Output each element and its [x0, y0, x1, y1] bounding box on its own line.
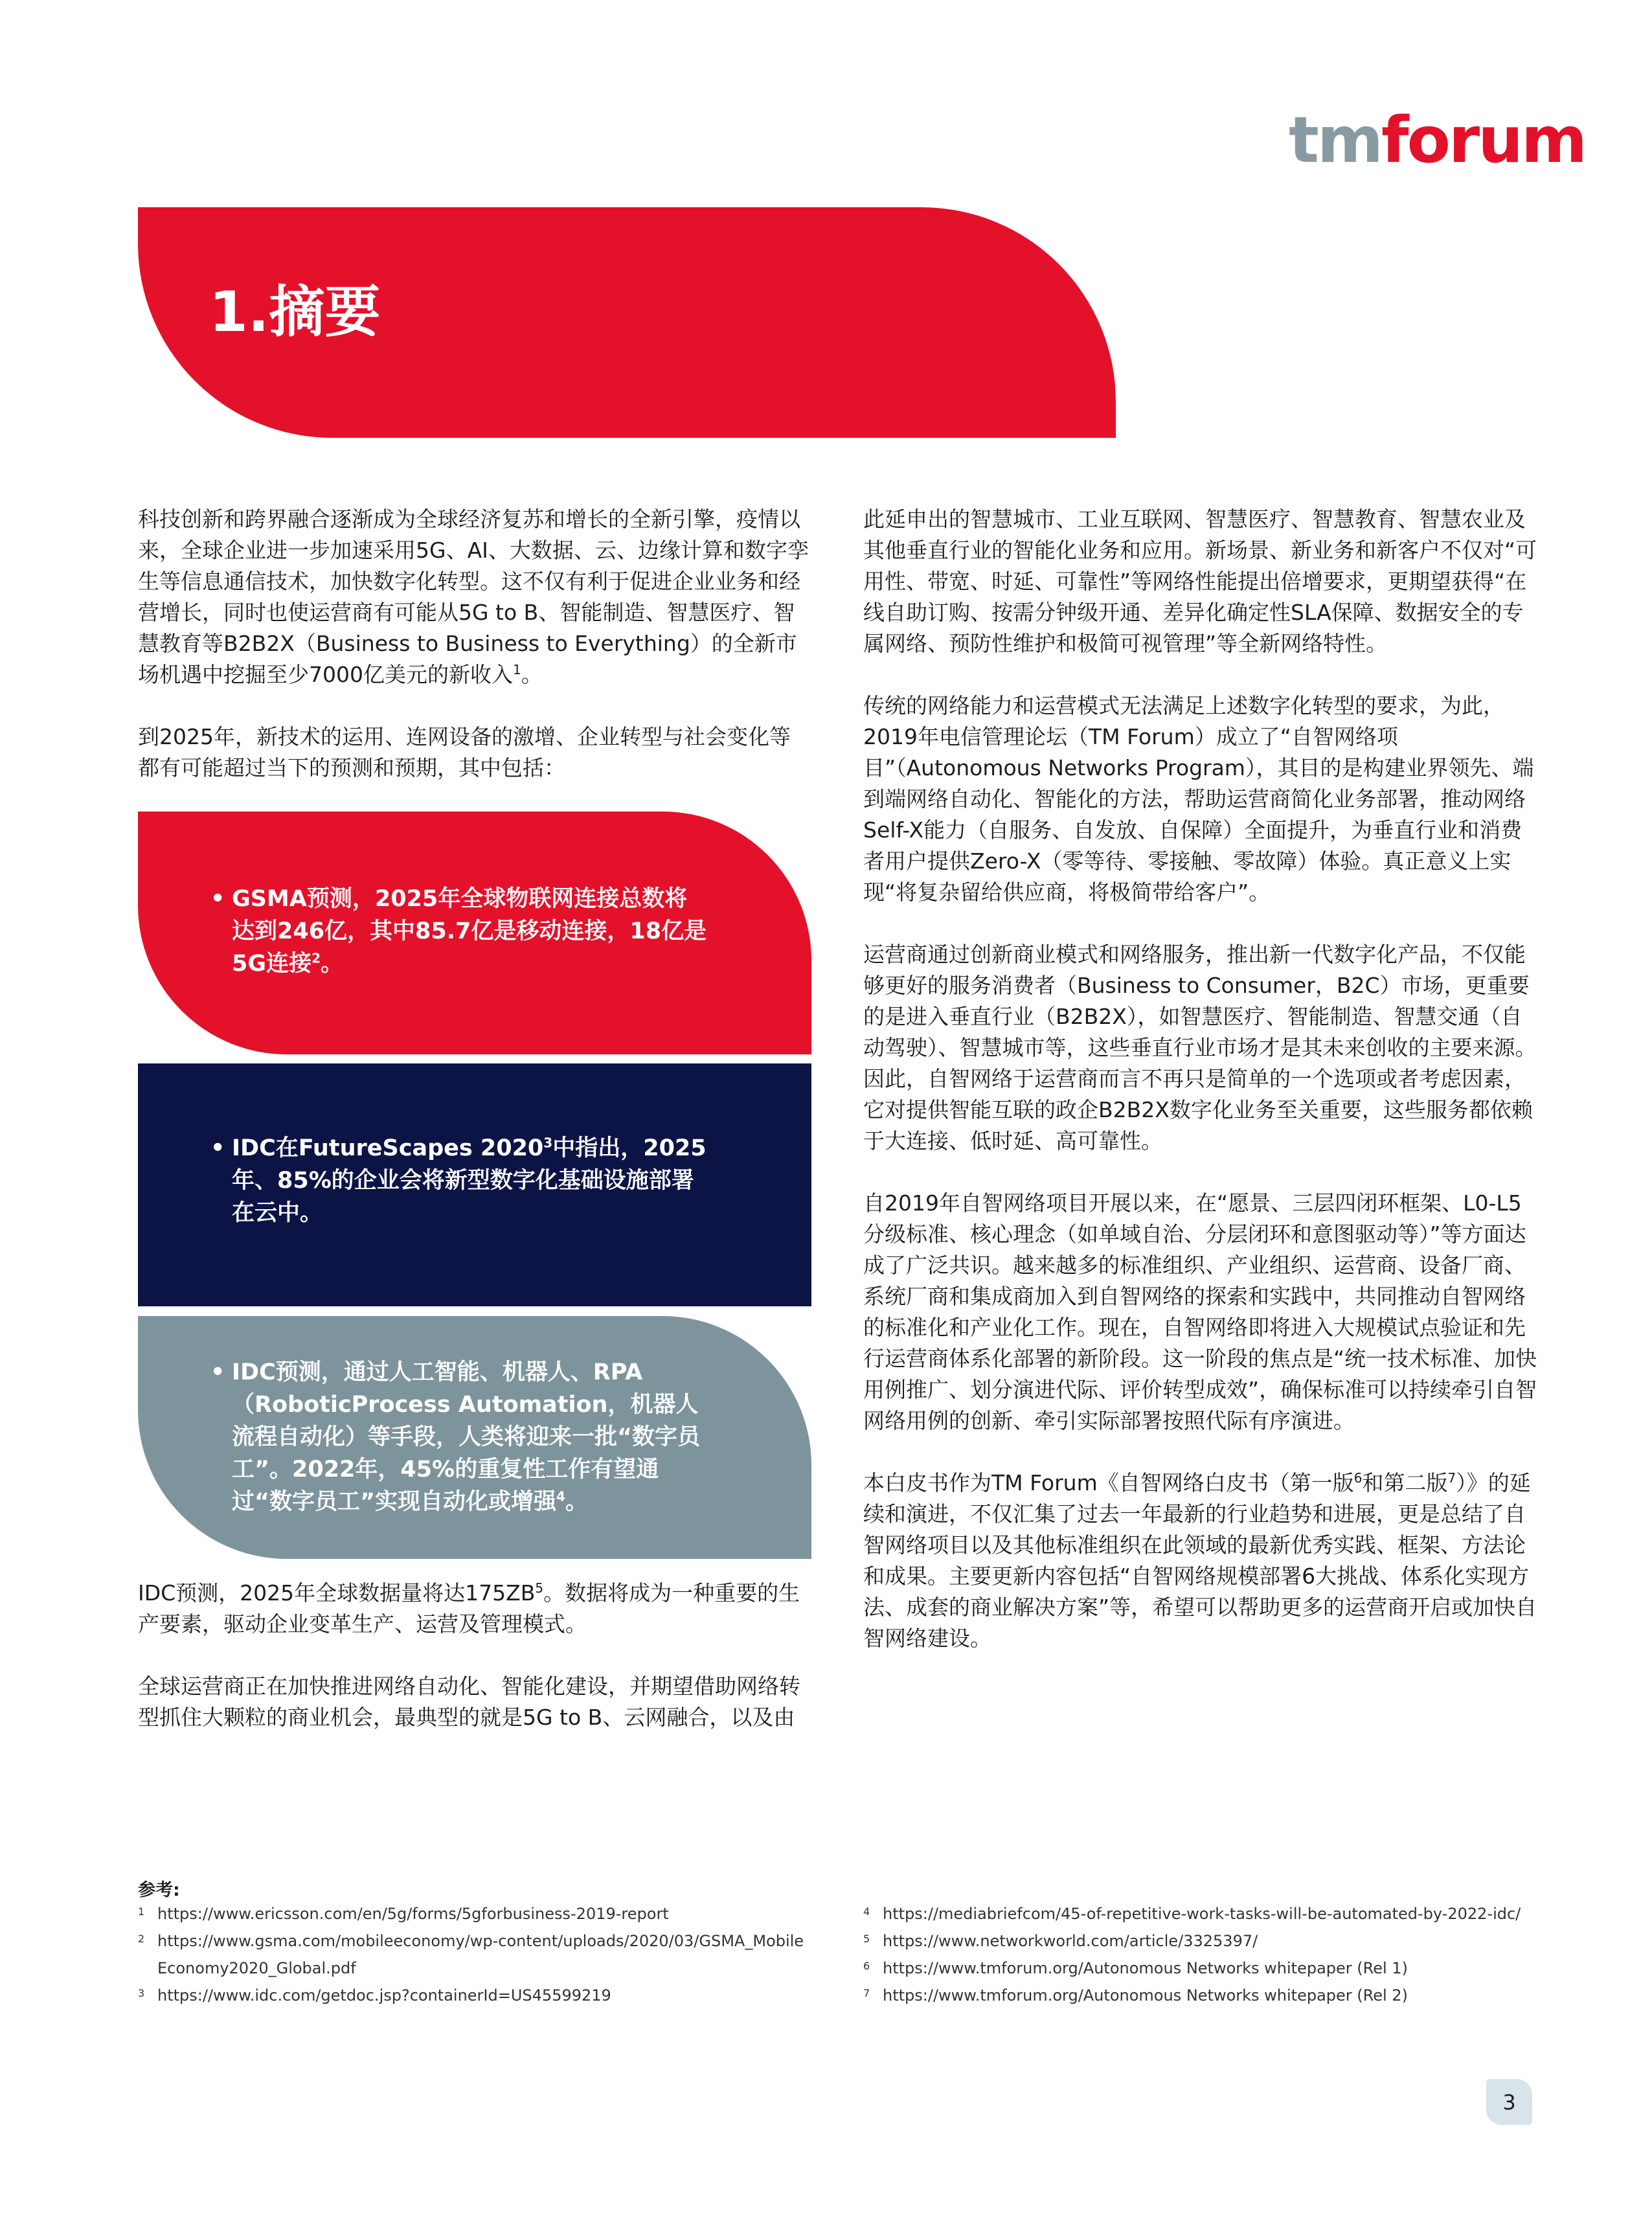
reference-link[interactable]: https://www.ericsson.com/en/5g/forms/5gforbusiness-2019-report	[157, 1905, 669, 1923]
title-banner	[138, 207, 1116, 438]
reference-link[interactable]: https://www.networkworld.com/article/3325397/	[883, 1932, 1258, 1950]
callout-text: IDC预测，通过人工智能、机器人、RPA（RoboticProcess Automation，机器人流程自动化）等手段，人类将迎来一批“数字员工”。2022年，45%的重复性工作有望通过“数字员工”实现自动化或增强	[232, 1359, 701, 1515]
paragraph: 到2025年，新技术的运用、连网设备的激增、企业转型与社会变化等都有可能超过当下的预测和预期，其中包括：	[138, 724, 791, 780]
footnote-ref: 1	[512, 662, 521, 677]
idc-digital-workers-callout-box	[138, 1316, 811, 1559]
text-span: 科技创新和跨界融合逐渐成为全球经济复苏和增长的全新引擎，疫情以来，全球企业进一步加速采用5G、AI、大数据、云、边缘计算和数字孪生等信息通信技术，加快数字化转型。这不仅有利于促进企业业务和经营增长，同时也使运营商有可能从5G to B、智能制造、智慧医疗、智慧教育等B2B2X（Business to Business to Everything）的全新市场机遇中挖掘至少7000亿美元的新收入	[138, 506, 809, 687]
bullet-icon: •	[210, 1135, 225, 1161]
reference-item	[863, 1900, 1540, 1927]
callout-text: 中指出，2025年、85%的企业会将新型数字化基础设施部署在云中。	[232, 1135, 707, 1226]
footnote-ref: 7	[1447, 1470, 1456, 1486]
references-right	[863, 1900, 1540, 2009]
reference-number: 4	[863, 1905, 870, 1918]
reference-item	[138, 1900, 811, 1927]
text-span: IDC预测，2025年全球数据量将达175ZB	[138, 1580, 536, 1606]
gsma-callout-box	[138, 812, 811, 1054]
text-span: 。	[521, 662, 543, 687]
reference-item	[138, 1927, 811, 1982]
reference-number: 1	[138, 1905, 145, 1918]
paragraph: 传统的网络能力和运营模式无法满足上述数字化转型的要求，为此，2019年电信管理论坛（TM Forum）成立了“自智网络项目”（Autonomous Networks Program），其目的是构建业界领先、端到端网络自动化、智能化的方法，帮助运营商简化业务部署，推动网络Self-X能力（自服务、自发放、自保障）全面提升，为垂直行业和消费者用户提供Zero-X（零等待、零接触、零故障）体验。真正意义上实现“将复杂留给供应商，将极简带给客户”。	[863, 693, 1534, 905]
page-number: 3	[1486, 2079, 1532, 2125]
reference-item	[863, 1927, 1540, 1955]
reference-number: 2	[138, 1933, 145, 1945]
reference-link[interactable]: https://www.idc.com/getdoc.jsp?containerId=US45599219	[157, 1986, 611, 2005]
paragraph	[138, 504, 811, 690]
reference-link[interactable]: https://mediabriefcom/45-of-repetitive-work-tasks-will-be-automated-by-2022-idc/	[883, 1905, 1521, 1923]
paragraph: 运营商通过创新商业模式和网络服务，推出新一代数字化产品，不仅能够更好的服务消费者（Business to Consumer，B2C）市场，更重要的是进入垂直行业（B2B2X），如智慧医疗、智能制造、智慧交通（自动驾驶）、智慧城市等，这些垂直行业市场才是其未来创收的主要来源。因此，自智网络于运营商而言不再只是简单的一个选项或者考虑因素，它对提供智能互联的政企B2B2X数字化业务至关重要，这些服务都依赖于大连接、低时延、高可靠性。	[863, 942, 1537, 1153]
text-span: 。数据将成为一种重要的生产要素，驱动企业变革生产、运营及管理模式。	[138, 1580, 800, 1637]
reference-item	[863, 1982, 1540, 2009]
paragraph	[863, 1468, 1540, 1654]
footnote-ref: 4	[556, 1488, 565, 1505]
paragraph: 全球运营商正在加快推进网络自动化、智能化建设，并期望借助网络转型抓住大颗粒的商业机会，最典型的就是5G to B、云网融合，以及由	[138, 1674, 800, 1730]
references-heading: 参考:	[138, 1880, 180, 1900]
footnote-ref: 2	[311, 950, 321, 966]
text-span: 本白皮书作为TM Forum《自智网络白皮书（第一版	[863, 1470, 1354, 1495]
callout-text: 。	[321, 951, 344, 977]
paragraph: 自2019年自智网络项目开展以来，在“愿景、三层四闭环框架、L0-L5分级标准、核心理念（如单域自治、分层闭环和意图驱动等）”等方面达成了广泛共识。越来越多的标准组织、产业组织、运营商、设备厂商、系统厂商和集成商加入到自智网络的探索和实践中，共同推动自智网络的标准化和产业化工作。现在，自智网络即将进入大规模试点验证和先行运营商体系化部署的新阶段。这一阶段的焦点是“统一技术标准、加快用例推广、划分演进代际、评价转型成效”，确保标准可以持续牵引自智网络用例的创新、牵引实际部署按照代际有序演进。	[863, 1190, 1537, 1433]
logo-forum: forum	[1381, 104, 1586, 177]
bullet-icon: •	[210, 886, 225, 912]
footnote-ref: 5	[535, 1580, 544, 1596]
callout-text: 。	[565, 1489, 588, 1515]
text-span: 和第二版	[1362, 1470, 1448, 1495]
logo-tm: tm	[1289, 104, 1381, 177]
left-column-bottom	[138, 1578, 811, 1764]
reference-number: 7	[863, 1987, 870, 1999]
reference-link[interactable]: https://www.tmforum.org/Autonomous Networks whitepaper (Rel 2)	[883, 1986, 1408, 2005]
reference-link[interactable]: https://www.tmforum.org/Autonomous Networks whitepaper (Rel 1)	[883, 1959, 1408, 1977]
footnote-ref: 6	[1353, 1470, 1363, 1486]
callout-text: GSMA预测，2025年全球物联网连接总数将达到246亿，其中85.7亿是移动连接，18亿是5G连接	[232, 886, 707, 977]
bullet-icon: •	[210, 1359, 225, 1385]
text-span: ）》的延续和演进，不仅汇集了过去一年最新的行业趋势和进展，更是总结了自智网络项目以及其他标准组织在此领域的最新优秀实践、框架、方法论和成果。主要更新内容包括“自智网络规模部署6大挑战、体系化实现方法、成套的商业解决方案”等，希望可以帮助更多的运营商开启或加快自智网络建设。	[863, 1470, 1537, 1651]
footnote-ref: 3	[543, 1135, 553, 1151]
reference-item	[138, 1982, 811, 2009]
paragraph: 此延申出的智慧城市、工业互联网、智慧医疗、智慧教育、智慧农业及其他垂直行业的智能化业务和应用。新场景、新业务和新客户不仅对“可用性、带宽、时延、可靠性”等网络性能提出倍增要求，更期望获得“在线自助订购、按需分钟级开通、差异化确定性SLA保障、数据安全的专属网络、预防性维护和极简可视管理”等全新网络特性。	[863, 506, 1537, 656]
tmforum-logo	[1289, 104, 1586, 177]
page-title: 1.摘要	[209, 280, 381, 345]
reference-number: 3	[138, 1987, 145, 1999]
reference-number: 5	[863, 1933, 870, 1945]
reference-item	[863, 1955, 1540, 1982]
reference-number: 6	[863, 1960, 870, 1972]
left-column-top	[138, 504, 811, 815]
paragraph	[138, 1578, 811, 1640]
idc-futurescapes-callout-box	[138, 1063, 811, 1306]
callout-text: IDC在FutureScapes 2020	[232, 1135, 544, 1161]
reference-link[interactable]: https://www.gsma.com/mobileeconomy/wp-content/uploads/2020/03/GSMA_MobileEconomy2020_Global.pdf	[157, 1932, 804, 1977]
right-column	[863, 504, 1540, 1685]
references-left	[138, 1900, 811, 2009]
